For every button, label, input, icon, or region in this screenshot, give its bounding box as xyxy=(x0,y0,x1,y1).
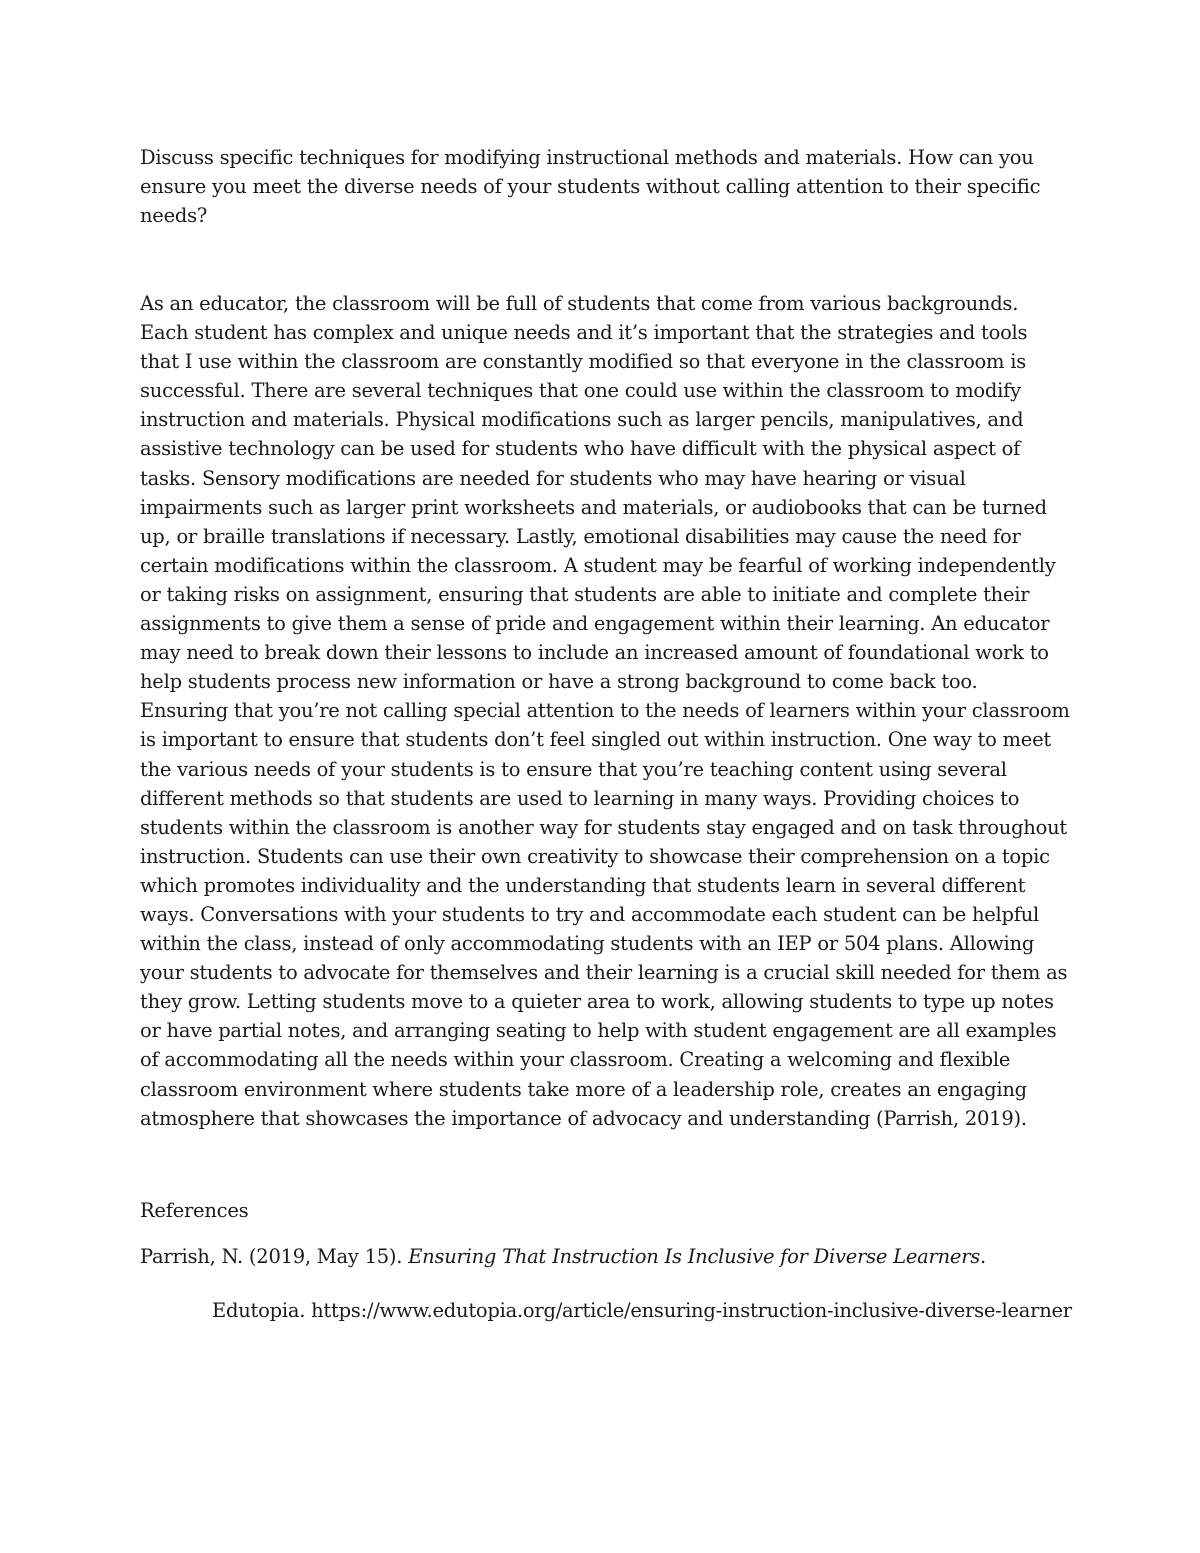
reference-title-end: . xyxy=(980,1245,986,1268)
reference-title: Ensuring That Instruction Is Inclusive for Diverse Learners xyxy=(408,1245,981,1268)
references-heading: References xyxy=(140,1199,249,1222)
answer-paragraph: As an educator, the classroom will be full of students that come from various backgrounds. Each student has complex and unique needs and it’s important that the strategies and tools that I use within the classroom are constantly modified so that everyone in the classroom is successful. There are several techniques that one could use within the classroom to modify instruction and materials. Physical modifications such as larger pencils, manipulatives, and assistive technology can be used for students who have difficult with the physical aspect of tasks. Sensory modifications are needed for students who may have hearing or visual impairments such as larger print worksheets and materials, or audiobooks that can be turned up, or braille translations if necessary. Lastly, emotional disabilities may cause the need for certain modifications within the classroom. A student may be fearful of working independently or taking risks on assignment, ensuring that students are able to initiate and complete their assignments to give them a sense of pride and engagement within their learning. An educator may need to break down their lessons to include an increased amount of foundational work to help students process new information or have a strong background to come back too. Ensuring that you’re not calling special attention to the needs of learners within your classroom is important to ensure that students don’t feel singled out within instruction. One way to meet the various needs of your students is to ensure that you’re teaching content using several different methods so that students are used to learning in many ways. Providing choices to students within the classroom is another way for students stay engaged and on task throughout instruction. Students can use their own creativity to showcase their comprehension on a topic which promotes individuality and the understanding that students learn in several different ways. Conversations with your students to try and accommodate each student can be helpful within the class, instead of only accommodating students with an IEP or 504 plans. Allowing your students to advocate for themselves and their learning is a crucial skill needed for them as they grow. Letting students move to a quieter area to work, allowing students to type up notes or have partial notes, and arranging seating to help with student engagement are all examples of accommodating all the needs within your classroom. Creating a welcoming and flexible classroom environment where students take more of a leadership role, creates an engaging atmosphere that showcases the importance of advocacy and understanding (Parrish, 2019). xyxy=(140,292,1070,1130)
discussion-question: Discuss specific techniques for modifying instructional methods and materials. How can you ensure you meet the diverse needs of your students without calling attention to their specific needs? xyxy=(140,146,1041,227)
reference-author-date: Parrish, N. (2019, May 15). xyxy=(140,1245,409,1268)
reference-source: Edutopia. https://www.edutopia.org/article/ensuring-instruction-inclusive-diverse-learner xyxy=(212,1299,1072,1322)
reference-entry xyxy=(140,1242,986,1271)
